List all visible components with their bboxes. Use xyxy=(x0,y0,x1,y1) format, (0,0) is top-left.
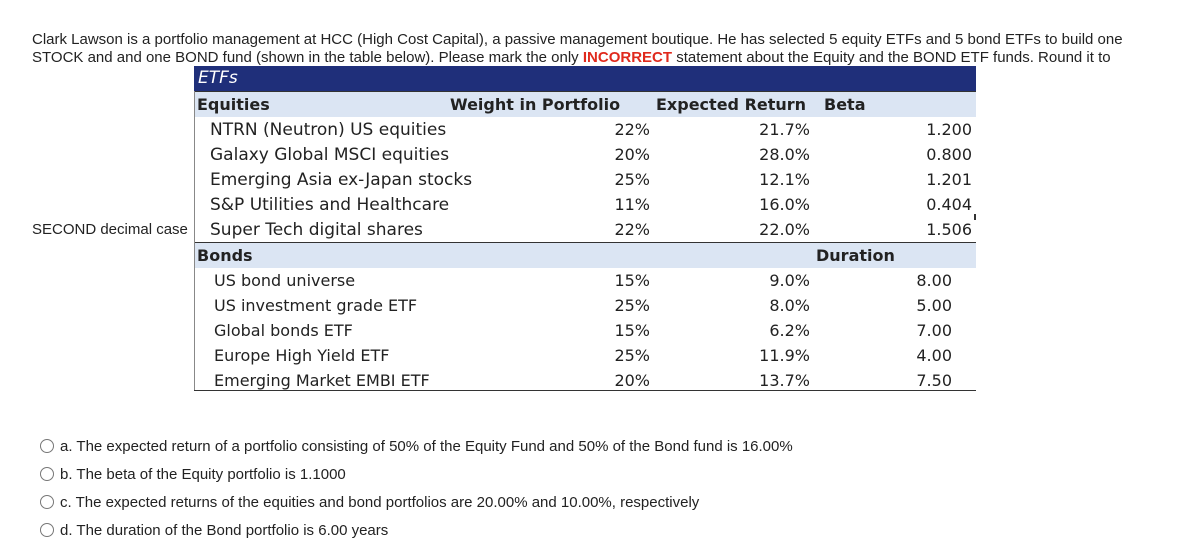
equity-header-row xyxy=(194,91,976,117)
expected-return: 12.1% xyxy=(759,170,810,189)
weight-header: Weight in Portfolio xyxy=(450,95,621,114)
bonds-header: Bonds xyxy=(197,246,253,265)
question-line-1: Clark Lawson is a portfolio management at HCC (High Cost Capital), a passive management boutique. He has selected 5 equity ETFs and 5 bond ETFs to build one xyxy=(32,31,1123,48)
etf-name: Super Tech digital shares xyxy=(210,220,423,240)
etf-name: Emerging Asia ex-Japan stocks xyxy=(210,170,473,190)
expected-return: 22.0% xyxy=(759,220,810,239)
expected-return: 21.7% xyxy=(759,120,810,139)
question-text-a: STOCK and and one BOND fund (shown in the table below). Please mark the only xyxy=(32,49,583,66)
table-row xyxy=(194,293,976,318)
cell-marker xyxy=(974,214,976,220)
beta-header: Beta xyxy=(824,95,866,114)
beta: 1.201 xyxy=(926,170,972,189)
weight: 25% xyxy=(614,346,650,365)
radio-button-b[interactable] xyxy=(40,467,54,481)
radio-button-a[interactable] xyxy=(40,439,54,453)
beta: 1.506 xyxy=(926,220,972,239)
question-line-2 xyxy=(32,49,1111,67)
weight: 11% xyxy=(614,195,650,214)
etf-name: Emerging Market EMBI ETF xyxy=(214,371,430,390)
question-line-3: SECOND decimal case xyxy=(32,221,188,238)
table-row xyxy=(194,268,976,293)
table-title: ETFs xyxy=(194,66,976,91)
expected-return: 28.0% xyxy=(759,145,810,164)
table-left-border xyxy=(194,91,195,390)
table-row xyxy=(194,192,976,217)
expected-return: 6.2% xyxy=(769,321,810,340)
equities-table xyxy=(194,117,976,242)
weight: 22% xyxy=(614,220,650,239)
weight: 20% xyxy=(614,371,650,390)
weight: 22% xyxy=(614,120,650,139)
table-bottom-border xyxy=(194,390,976,391)
option-a-label[interactable]: a. The expected return of a portfolio consisting of 50% of the Equity Fund and 50% of the Bond fund is 16.00% xyxy=(60,438,793,455)
duration: 7.00 xyxy=(916,321,952,340)
etf-name: Europe High Yield ETF xyxy=(214,346,390,365)
weight: 25% xyxy=(614,170,650,189)
incorrect-emphasis: INCORRECT xyxy=(582,49,673,66)
duration-header: Duration xyxy=(816,246,895,265)
bonds-table xyxy=(194,268,976,393)
expected-return: 11.9% xyxy=(759,346,810,365)
expected-return: 8.0% xyxy=(769,296,810,315)
question-text-b: statement about the Equity and the BOND ETF funds. Round it to xyxy=(672,49,1111,66)
weight: 25% xyxy=(614,296,650,315)
expected-return: 13.7% xyxy=(759,371,810,390)
duration: 7.50 xyxy=(916,371,952,390)
etf-name: NTRN (Neutron) US equities xyxy=(210,120,447,140)
expected-return: 16.0% xyxy=(759,195,810,214)
option-b-label[interactable]: b. The beta of the Equity portfolio is 1.1000 xyxy=(60,466,346,483)
weight: 15% xyxy=(614,321,650,340)
etf-name: US bond universe xyxy=(214,271,356,290)
bond-header-row xyxy=(194,242,976,268)
table-row xyxy=(194,343,976,368)
etf-name: Global bonds ETF xyxy=(214,321,353,340)
radio-button-d[interactable] xyxy=(40,523,54,537)
beta: 0.404 xyxy=(926,195,972,214)
radio-button-c[interactable] xyxy=(40,495,54,509)
option-d-label[interactable]: d. The duration of the Bond portfolio is 6.00 years xyxy=(60,522,389,539)
etf-name: US investment grade ETF xyxy=(214,296,418,315)
equities-header: Equities xyxy=(197,95,270,114)
duration: 8.00 xyxy=(916,271,952,290)
weight: 20% xyxy=(614,145,650,164)
expected-return: 9.0% xyxy=(769,271,810,290)
return-header: Expected Return xyxy=(656,95,807,114)
duration: 5.00 xyxy=(916,296,952,315)
duration: 4.00 xyxy=(916,346,952,365)
beta: 1.200 xyxy=(926,120,972,139)
table-row xyxy=(194,142,976,167)
beta: 0.800 xyxy=(926,145,972,164)
table-row xyxy=(194,217,976,242)
table-row xyxy=(194,117,976,142)
weight: 15% xyxy=(614,271,650,290)
option-c-label[interactable]: c. The expected returns of the equities and bond portfolios are 20.00% and 10.00%, respectively xyxy=(60,494,700,511)
table-row xyxy=(194,167,976,192)
etf-name: S&P Utilities and Healthcare xyxy=(210,195,450,215)
etf-name: Galaxy Global MSCI equities xyxy=(210,145,450,165)
table-row xyxy=(194,318,976,343)
